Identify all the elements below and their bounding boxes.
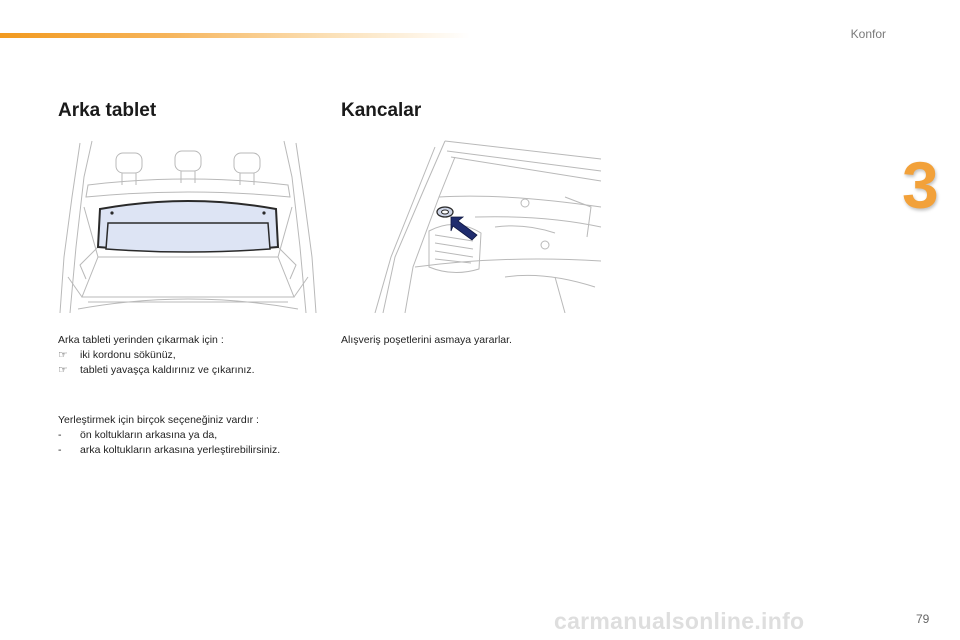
placement-option	[58, 428, 338, 443]
chapter-number: 3	[902, 148, 939, 222]
removal-intro: Arka tableti yerinden çıkarmak için :	[58, 334, 224, 346]
pointing-hand-icon: ☞	[58, 364, 68, 376]
pointing-hand-icon: ☞	[58, 349, 68, 361]
dash-bullet: -	[58, 429, 62, 441]
removal-step-text: tableti yavaşça kaldırınız ve çıkarınız.	[80, 364, 255, 376]
placement-options	[58, 413, 338, 458]
dash-bullet: -	[58, 444, 62, 456]
placement-option	[58, 443, 338, 458]
hooks-description-text: Alışveriş poşetlerini asmaya yararlar.	[341, 334, 512, 346]
removal-step	[58, 348, 328, 363]
removal-step-text: iki kordonu sökünüz,	[80, 349, 176, 361]
watermark: carmanualsonline.info	[554, 608, 805, 634]
section-title-rear-shelf: Arka tablet	[58, 100, 157, 121]
placement-intro: Yerleştirmek için birçok seçeneğiniz vardır :	[58, 414, 259, 426]
header-accent-bar	[0, 33, 470, 38]
section-title-hooks: Kancalar	[341, 100, 422, 121]
rear-shelf-illustration	[58, 137, 318, 313]
hooks-description	[341, 333, 601, 348]
boot-hooks-illustration	[355, 137, 603, 313]
placement-option-text: ön koltukların arkasına ya da,	[80, 429, 218, 441]
removal-step	[58, 363, 328, 378]
chapter-label: Konfor	[850, 27, 886, 41]
page-number: 79	[916, 612, 930, 626]
placement-option-text: arka koltukların arkasına yerleştirebilirsiniz.	[80, 444, 281, 456]
removal-instructions	[58, 333, 328, 378]
